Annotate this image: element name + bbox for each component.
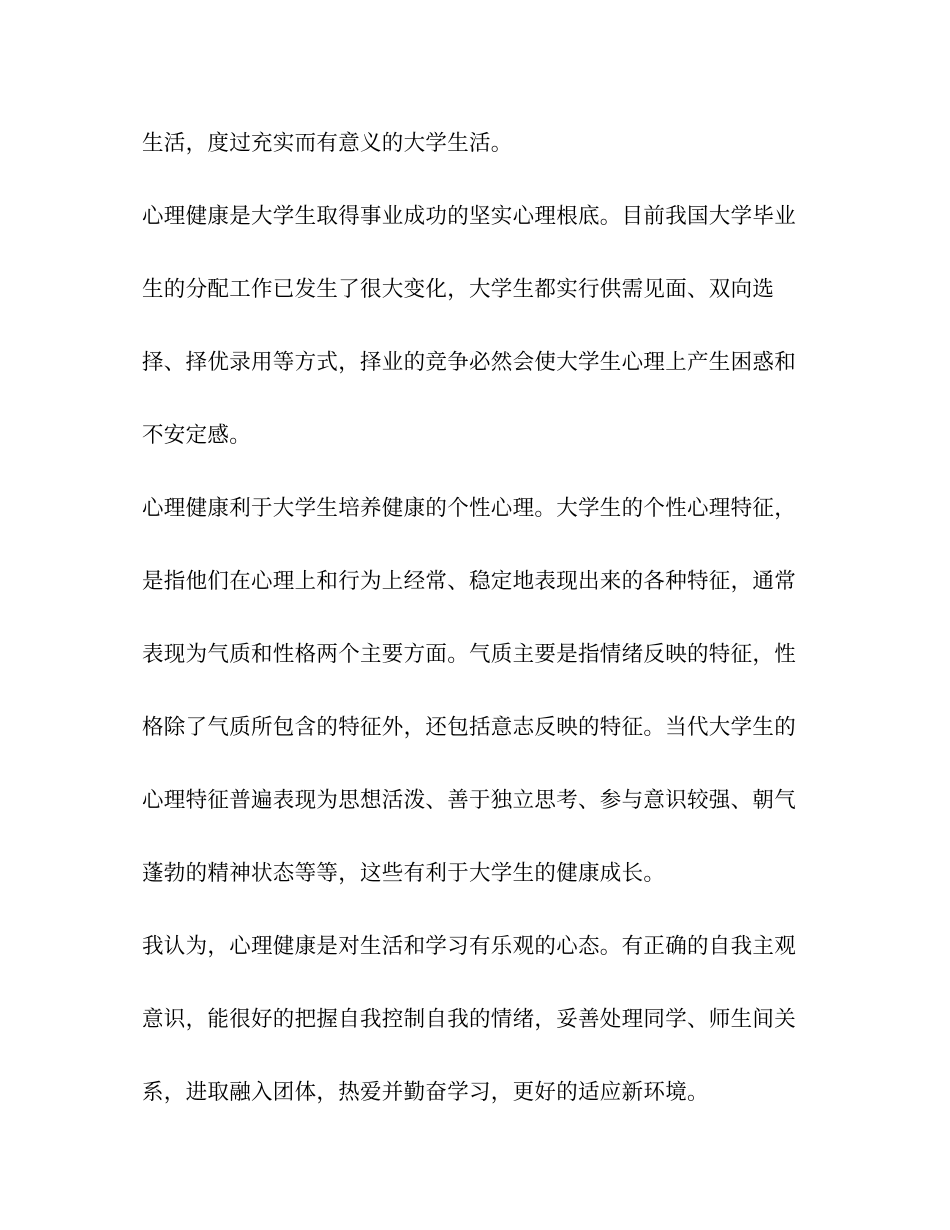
text-line: 心理健康利于大学生培养健康的个性心理。大学生的个性心理特征，: [142, 496, 797, 521]
text-line: 我认为，心理健康是对生活和学习有乐观的心态。有正确的自我主观: [142, 934, 797, 959]
text-line: 不安定感。: [142, 423, 252, 448]
text-line: 意识，能很好的把握自我控制自我的情绪，妥善处理同学、师生间关: [142, 1007, 797, 1032]
text-line: 格除了气质所包含的特征外，还包括意志反映的特征。当代大学生的: [142, 715, 797, 740]
text-line: 蓬勃的精神状态等等，这些有利于大学生的健康成长。: [142, 861, 666, 886]
text-line: 生活，度过充实而有意义的大学生活。: [142, 131, 513, 156]
text-line: 心理特征普遍表现为思想活泼、善于独立思考、参与意识较强、朝气: [142, 788, 797, 813]
text-line: 心理健康是大学生取得事业成功的坚实心理根底。目前我国大学毕业: [142, 204, 797, 229]
text-line: 系，进取融入团体，热爱并勤奋学习，更好的适应新环境。: [142, 1080, 709, 1105]
text-line: 生的分配工作已发生了很大变化，大学生都实行供需见面、双向选: [142, 277, 775, 302]
text-line: 表现为气质和性格两个主要方面。气质主要是指情绪反映的特征，性: [142, 642, 797, 667]
text-line: 是指他们在心理上和行为上经常、稳定地表现出来的各种特征，通常: [142, 569, 797, 594]
text-line: 择、择优录用等方式，择业的竞争必然会使大学生心理上产生困惑和: [142, 350, 797, 375]
